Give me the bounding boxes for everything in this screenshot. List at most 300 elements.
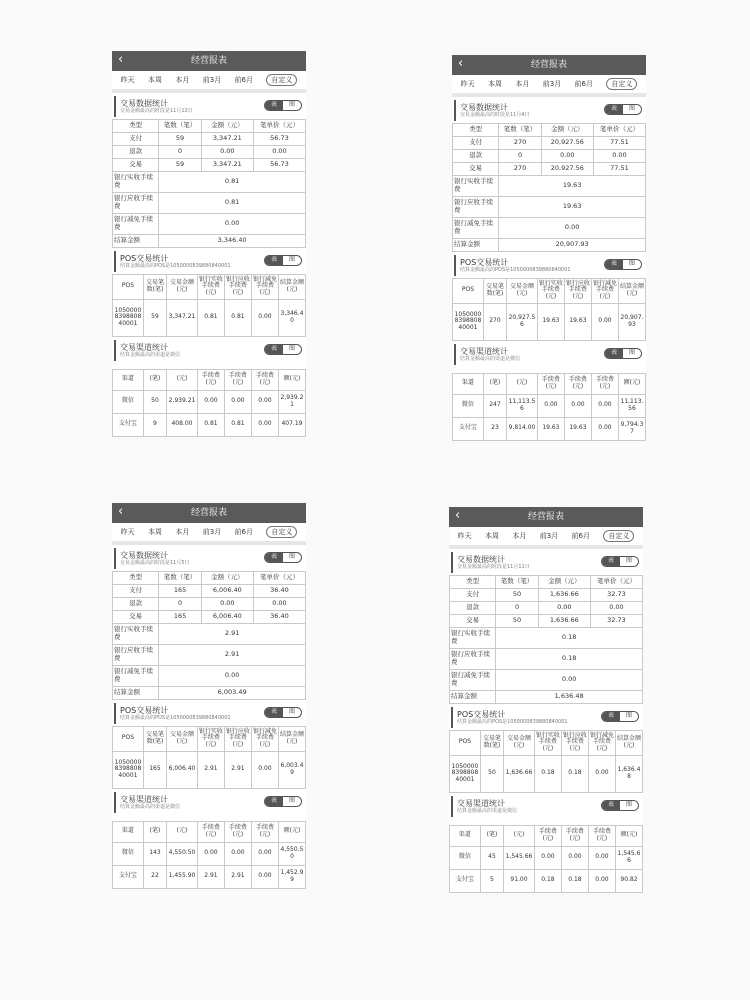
column-header: 手续费(元) bbox=[591, 373, 618, 394]
table-row bbox=[453, 303, 646, 340]
cell-value: 0.00 bbox=[197, 842, 224, 865]
table-header-row bbox=[113, 369, 306, 390]
column-header: 手续费(元) bbox=[197, 369, 224, 390]
column-header: 类型 bbox=[113, 571, 159, 584]
table-row bbox=[453, 149, 646, 162]
channel-name: 支付宝 bbox=[450, 869, 481, 892]
cell-value: 6,006.40 bbox=[167, 751, 198, 788]
trade-table bbox=[112, 119, 306, 248]
cell-value: 0.00 bbox=[564, 394, 591, 417]
column-header: 银行实收手续费(元) bbox=[537, 278, 564, 303]
tab-custom[interactable]: 自定义 bbox=[603, 530, 634, 542]
tab-period[interactable]: 前3月 bbox=[202, 527, 222, 536]
table-chart-toggle[interactable] bbox=[601, 711, 639, 722]
trade-stats-header bbox=[114, 96, 306, 117]
table-row bbox=[113, 145, 306, 158]
chevron-left-icon[interactable]: ‹ bbox=[458, 56, 464, 71]
table-row bbox=[113, 390, 306, 413]
table-header-row bbox=[453, 123, 646, 136]
trade-stats-header bbox=[454, 100, 646, 121]
cell-value: 270 bbox=[499, 162, 541, 175]
table-header-row bbox=[453, 373, 646, 394]
cell-value: 0.00 bbox=[591, 417, 618, 440]
fee-value: 0.00 bbox=[159, 213, 306, 234]
column-header: 银行应收手续费(元) bbox=[561, 730, 588, 755]
section-title: POS交易统计 bbox=[120, 705, 169, 715]
fee-row bbox=[450, 669, 643, 690]
cell-value: 20,927.56 bbox=[541, 162, 593, 175]
chart-view-toggle[interactable]: 图 bbox=[625, 557, 632, 564]
table-chart-toggle[interactable] bbox=[604, 104, 642, 115]
fee-value: 2.91 bbox=[159, 623, 306, 644]
column-header: 银行减免手续费(元) bbox=[251, 274, 278, 299]
column-header: 结算金额(元) bbox=[278, 726, 305, 751]
tab-custom[interactable]: 自定义 bbox=[606, 78, 637, 90]
fee-row bbox=[113, 192, 306, 213]
table-chart-toggle[interactable] bbox=[604, 348, 642, 359]
column-header: 银行实收手续费(元) bbox=[197, 274, 224, 299]
cell-value: 91.00 bbox=[504, 869, 535, 892]
fee-row bbox=[453, 238, 646, 251]
fee-row bbox=[113, 623, 306, 644]
section-subtitle: 交易金额最高的时段是11月4日 bbox=[460, 112, 530, 119]
column-header: 额(元) bbox=[278, 821, 305, 842]
cell-value: 0.00 bbox=[538, 601, 590, 614]
table-view-toggle[interactable]: 表 bbox=[605, 105, 623, 114]
cell-value: 0.00 bbox=[534, 846, 561, 869]
cell-value: 270 bbox=[483, 303, 506, 340]
column-header: 笔数（笔） bbox=[499, 123, 541, 136]
trade-stats-header bbox=[451, 552, 643, 573]
section-title: 交易数据统计 bbox=[457, 555, 505, 564]
chart-view-toggle[interactable]: 图 bbox=[288, 101, 295, 108]
fee-value: 19.63 bbox=[499, 175, 646, 196]
table-view-toggle[interactable]: 表 bbox=[265, 256, 283, 265]
column-header: POS bbox=[113, 726, 144, 751]
tab-custom[interactable]: 自定义 bbox=[266, 74, 297, 86]
chart-view-toggle[interactable]: 图 bbox=[288, 796, 295, 804]
table-view-toggle[interactable]: 表 bbox=[602, 557, 620, 566]
tab-period[interactable]: 昨天 bbox=[460, 79, 475, 88]
row-type: 交易 bbox=[113, 610, 159, 623]
divider bbox=[452, 93, 646, 97]
column-header: (笔) bbox=[143, 821, 166, 842]
table-view-toggle[interactable]: 表 bbox=[265, 345, 283, 354]
row-type: 退款 bbox=[113, 597, 159, 610]
chevron-left-icon[interactable]: ‹ bbox=[455, 508, 461, 523]
tab-period[interactable]: 前6月 bbox=[234, 527, 253, 536]
column-header: 手续费(元) bbox=[251, 369, 278, 390]
table-view-toggle[interactable]: 表 bbox=[602, 712, 620, 721]
cell-value: 11,113.56 bbox=[618, 394, 645, 417]
table-view-toggle[interactable]: 表 bbox=[265, 553, 283, 562]
table-chart-toggle[interactable] bbox=[264, 552, 302, 563]
tab-period[interactable]: 本周 bbox=[148, 75, 163, 84]
tab-period[interactable]: 前6月 bbox=[571, 531, 590, 540]
tab-period[interactable]: 本周 bbox=[148, 527, 163, 536]
cell-value: 0.00 bbox=[588, 869, 615, 892]
cell-value: 1,545.66 bbox=[504, 846, 535, 869]
fee-row bbox=[453, 217, 646, 238]
tab-period[interactable]: 前6月 bbox=[234, 75, 253, 84]
cell-value: 20,927.56 bbox=[541, 136, 593, 149]
pos-id: 1050000839880840001 bbox=[113, 751, 144, 788]
column-header: (元) bbox=[504, 825, 535, 846]
tab-period[interactable]: 前3月 bbox=[542, 79, 562, 88]
section-subtitle: 交易金额最高的时段是11月5日 bbox=[120, 560, 190, 567]
page-title: 经营报表 bbox=[530, 59, 567, 70]
cell-value: 3,347.21 bbox=[167, 299, 198, 336]
table-row bbox=[113, 610, 306, 623]
column-header: 手续费(元) bbox=[534, 825, 561, 846]
fee-row bbox=[113, 665, 306, 686]
table-chart-toggle[interactable] bbox=[264, 707, 302, 718]
trade-table bbox=[452, 123, 646, 252]
chart-view-toggle[interactable]: 图 bbox=[288, 707, 295, 715]
table-row bbox=[113, 842, 306, 865]
cell-value: 1,636.66 bbox=[538, 588, 590, 601]
chevron-left-icon[interactable]: ‹ bbox=[118, 52, 124, 67]
channel-table bbox=[112, 821, 306, 889]
chart-view-toggle[interactable]: 图 bbox=[288, 553, 295, 560]
cell-value: 2.91 bbox=[197, 751, 224, 788]
cell-value: 270 bbox=[499, 136, 541, 149]
section-title: 交易渠道统计 bbox=[457, 798, 505, 808]
column-header: 交易笔数(笔) bbox=[143, 726, 166, 751]
cell-value: 90.82 bbox=[615, 869, 642, 892]
chart-view-toggle[interactable]: 图 bbox=[625, 711, 632, 719]
table-chart-toggle[interactable] bbox=[601, 556, 639, 567]
row-type: 交易 bbox=[450, 614, 496, 627]
table-view-toggle[interactable]: 表 bbox=[605, 260, 623, 269]
cell-value: 11,113.56 bbox=[507, 394, 538, 417]
tab-period[interactable]: 本月 bbox=[515, 79, 530, 88]
cell-value: 50 bbox=[496, 614, 538, 627]
fee-label: 银行实收手续费 bbox=[453, 175, 499, 196]
row-type: 支付 bbox=[113, 584, 159, 597]
cell-value: 0.00 bbox=[251, 751, 278, 788]
cell-value: 2,939.21 bbox=[167, 390, 198, 413]
fee-row bbox=[113, 644, 306, 665]
tab-period[interactable]: 昨天 bbox=[120, 527, 135, 536]
column-header: 额(元) bbox=[618, 373, 645, 394]
column-header: 金额（元） bbox=[538, 575, 590, 588]
cell-value: 0.00 bbox=[201, 145, 253, 158]
fee-value: 0.00 bbox=[499, 217, 646, 238]
cell-value: 19.63 bbox=[564, 303, 591, 340]
cell-value: 0.00 bbox=[588, 755, 615, 792]
table-row bbox=[450, 614, 643, 627]
tab-period[interactable]: 前6月 bbox=[574, 79, 593, 88]
period-tabs bbox=[452, 75, 646, 93]
cell-value: 0.81 bbox=[197, 413, 224, 436]
tab-period[interactable]: 本月 bbox=[512, 531, 527, 540]
cell-value: 0.00 bbox=[253, 597, 305, 610]
row-type: 支付 bbox=[450, 588, 496, 601]
cell-value: 36.40 bbox=[253, 584, 305, 597]
column-header: 笔单价（元） bbox=[253, 571, 305, 584]
section-subtitle: 交易金额最高的时段是11月12日 bbox=[120, 108, 193, 115]
cell-value: 165 bbox=[159, 584, 201, 597]
fee-label: 结算金额 bbox=[453, 238, 499, 251]
column-header: 类型 bbox=[113, 119, 159, 132]
report-panel bbox=[112, 51, 306, 437]
table-chart-toggle[interactable] bbox=[264, 344, 302, 355]
pos-table bbox=[449, 730, 643, 793]
fee-value: 1,636.48 bbox=[496, 690, 643, 703]
report-panel bbox=[449, 507, 643, 893]
pos-table bbox=[452, 278, 646, 341]
fee-row bbox=[113, 171, 306, 192]
table-chart-toggle[interactable] bbox=[604, 259, 642, 270]
cell-value: 0.00 bbox=[561, 846, 588, 869]
column-header: 笔数（笔） bbox=[159, 119, 201, 132]
cell-value: 0.00 bbox=[251, 842, 278, 865]
fee-value: 0.81 bbox=[159, 192, 306, 213]
pos-stats-header bbox=[451, 707, 643, 728]
cell-value: 9,814.00 bbox=[507, 417, 538, 440]
fee-value: 0.00 bbox=[159, 665, 306, 686]
report-panel bbox=[452, 55, 646, 441]
fee-value: 3,346.40 bbox=[159, 234, 306, 247]
column-header: 交易金额(元) bbox=[167, 274, 198, 299]
fee-value: 19.63 bbox=[499, 196, 646, 217]
column-header: 交易金额(元) bbox=[504, 730, 535, 755]
channel-table bbox=[112, 369, 306, 437]
cell-value: 0.00 bbox=[593, 149, 645, 162]
section-title: POS交易统计 bbox=[457, 709, 506, 719]
section-title: 交易数据统计 bbox=[460, 103, 508, 112]
cell-value: 0.00 bbox=[251, 390, 278, 413]
column-header: 手续费(元) bbox=[224, 821, 251, 842]
fee-row bbox=[113, 213, 306, 234]
table-chart-toggle[interactable] bbox=[601, 800, 639, 811]
cell-value: 0.00 bbox=[541, 149, 593, 162]
cell-value: 6,003.49 bbox=[278, 751, 305, 788]
tab-custom[interactable]: 自定义 bbox=[266, 526, 297, 538]
fee-row bbox=[113, 686, 306, 699]
column-header: POS bbox=[450, 730, 481, 755]
column-header: 手续费(元) bbox=[537, 373, 564, 394]
column-header: POS bbox=[453, 278, 484, 303]
cell-value: 247 bbox=[483, 394, 506, 417]
table-view-toggle[interactable]: 表 bbox=[265, 797, 283, 806]
table-row bbox=[113, 158, 306, 171]
channel-name: 微信 bbox=[113, 390, 144, 413]
table-chart-toggle[interactable] bbox=[264, 796, 302, 807]
fee-value: 2.91 bbox=[159, 644, 306, 665]
section-subtitle: 结算金额最高的POS是1050000839880840001 bbox=[120, 263, 231, 270]
cell-value: 0.00 bbox=[224, 390, 251, 413]
pos-id: 1050000839880840001 bbox=[453, 303, 484, 340]
cell-value: 0.00 bbox=[201, 597, 253, 610]
channel-table bbox=[452, 373, 646, 441]
column-header: 手续费(元) bbox=[588, 825, 615, 846]
column-header: (元) bbox=[507, 373, 538, 394]
cell-value: 20,907.93 bbox=[618, 303, 645, 340]
column-header: 手续费(元) bbox=[224, 369, 251, 390]
column-header: 笔单价（元） bbox=[593, 123, 645, 136]
cell-value: 0.81 bbox=[224, 299, 251, 336]
chart-view-toggle[interactable]: 图 bbox=[288, 344, 295, 352]
column-header: 手续费(元) bbox=[197, 821, 224, 842]
column-header: 类型 bbox=[450, 575, 496, 588]
table-chart-toggle[interactable] bbox=[264, 255, 302, 266]
section-title: 交易渠道统计 bbox=[120, 794, 168, 804]
channel-name: 微信 bbox=[453, 394, 484, 417]
chart-view-toggle[interactable]: 图 bbox=[625, 800, 632, 808]
table-header-row bbox=[113, 274, 306, 299]
table-row bbox=[450, 869, 643, 892]
page-title: 经营报表 bbox=[190, 55, 227, 66]
section-subtitle: 结算金额最高的POS是1050000839880840001 bbox=[460, 267, 571, 274]
channel-name: 微信 bbox=[113, 842, 144, 865]
table-row bbox=[113, 751, 306, 788]
section-title: 交易数据统计 bbox=[120, 99, 168, 108]
chevron-left-icon[interactable]: ‹ bbox=[118, 504, 124, 519]
cell-value: 2.91 bbox=[224, 751, 251, 788]
cell-value: 0.00 bbox=[591, 303, 618, 340]
column-header: 渠道 bbox=[450, 825, 481, 846]
cell-value: 0.00 bbox=[224, 842, 251, 865]
column-header: 渠道 bbox=[113, 821, 144, 842]
row-type: 交易 bbox=[453, 162, 499, 175]
section-title: 交易渠道统计 bbox=[460, 346, 508, 356]
table-chart-toggle[interactable] bbox=[264, 100, 302, 111]
period-tabs bbox=[112, 71, 306, 89]
cell-value: 59 bbox=[159, 132, 201, 145]
table-header-row bbox=[113, 571, 306, 584]
top-bar bbox=[452, 55, 646, 75]
channel-stats-header bbox=[114, 792, 306, 813]
column-header: 结算金额(元) bbox=[618, 278, 645, 303]
cell-value: 20,927.56 bbox=[507, 303, 538, 340]
fee-label: 银行实收手续费 bbox=[450, 627, 496, 648]
tab-period[interactable]: 昨天 bbox=[120, 75, 135, 84]
column-header: 银行减免手续费(元) bbox=[251, 726, 278, 751]
fee-value: 20,907.93 bbox=[499, 238, 646, 251]
tab-period[interactable]: 本月 bbox=[175, 75, 190, 84]
tab-period[interactable]: 前3月 bbox=[539, 531, 559, 540]
cell-value: 6,006.40 bbox=[201, 584, 253, 597]
section-title: POS交易统计 bbox=[120, 253, 169, 263]
column-header: 银行减免手续费(元) bbox=[588, 730, 615, 755]
fee-row bbox=[453, 196, 646, 217]
chart-view-toggle[interactable]: 图 bbox=[628, 348, 635, 356]
cell-value: 36.40 bbox=[253, 610, 305, 623]
fee-row bbox=[450, 690, 643, 703]
cell-value: 0.81 bbox=[197, 299, 224, 336]
tab-period[interactable]: 前3月 bbox=[202, 75, 222, 84]
table-view-toggle[interactable]: 表 bbox=[605, 349, 623, 358]
column-header: 笔单价（元） bbox=[253, 119, 305, 132]
cell-value: 32.73 bbox=[590, 614, 642, 627]
fee-label: 结算金额 bbox=[113, 234, 159, 247]
column-header: 银行应收手续费(元) bbox=[564, 278, 591, 303]
tab-period[interactable]: 本周 bbox=[485, 531, 500, 540]
pos-id: 1050000839880840001 bbox=[113, 299, 144, 336]
cell-value: 5 bbox=[480, 869, 503, 892]
cell-value: 408.00 bbox=[167, 413, 198, 436]
fee-row bbox=[450, 648, 643, 669]
table-row bbox=[453, 394, 646, 417]
column-header: (笔) bbox=[480, 825, 503, 846]
cell-value: 56.73 bbox=[253, 132, 305, 145]
column-header: (笔) bbox=[483, 373, 506, 394]
pos-stats-header bbox=[114, 703, 306, 724]
tab-period[interactable]: 昨天 bbox=[457, 531, 472, 540]
cell-value: 165 bbox=[143, 751, 166, 788]
column-header: 结算金额(元) bbox=[615, 730, 642, 755]
cell-value: 22 bbox=[143, 865, 166, 888]
section-subtitle: 结算金额最高的渠道是微信 bbox=[120, 804, 181, 811]
cell-value: 4,550.50 bbox=[167, 842, 198, 865]
fee-row bbox=[450, 627, 643, 648]
fee-label: 结算金额 bbox=[113, 686, 159, 699]
column-header: (笔) bbox=[143, 369, 166, 390]
table-header-row bbox=[453, 278, 646, 303]
chart-view-toggle[interactable]: 图 bbox=[628, 105, 635, 112]
cell-value: 1,636.48 bbox=[615, 755, 642, 792]
cell-value: 19.63 bbox=[564, 417, 591, 440]
cell-value: 0.18 bbox=[534, 755, 561, 792]
fee-label: 银行减免手续费 bbox=[113, 213, 159, 234]
top-bar bbox=[112, 503, 306, 523]
column-header: 类型 bbox=[453, 123, 499, 136]
table-row bbox=[450, 601, 643, 614]
pos-stats-header bbox=[114, 251, 306, 272]
tab-period[interactable]: 本周 bbox=[488, 79, 503, 88]
column-header: 银行实收手续费(元) bbox=[197, 726, 224, 751]
cell-value: 165 bbox=[159, 610, 201, 623]
table-view-toggle[interactable]: 表 bbox=[265, 708, 283, 717]
divider bbox=[112, 541, 306, 545]
row-type: 退款 bbox=[450, 601, 496, 614]
table-row bbox=[450, 588, 643, 601]
fee-label: 银行应收手续费 bbox=[113, 644, 159, 665]
column-header: 交易笔数(笔) bbox=[483, 278, 506, 303]
fee-value: 6,003.49 bbox=[159, 686, 306, 699]
column-header: 金额（元） bbox=[201, 571, 253, 584]
cell-value: 0.81 bbox=[224, 413, 251, 436]
cell-value: 0.18 bbox=[534, 869, 561, 892]
table-row bbox=[113, 597, 306, 610]
cell-value: 1,636.66 bbox=[538, 614, 590, 627]
section-subtitle: 交易金额最高的时段是11月11日 bbox=[457, 564, 530, 571]
cell-value: 50 bbox=[143, 390, 166, 413]
cell-value: 2.91 bbox=[224, 865, 251, 888]
cell-value: 1,545.66 bbox=[615, 846, 642, 869]
cell-value: 23 bbox=[483, 417, 506, 440]
cell-value: 0.00 bbox=[253, 145, 305, 158]
page-title: 经营报表 bbox=[527, 511, 564, 522]
chart-view-toggle[interactable]: 图 bbox=[288, 255, 295, 263]
column-header: 银行减免手续费(元) bbox=[591, 278, 618, 303]
fee-value: 0.18 bbox=[496, 627, 643, 648]
tab-period[interactable]: 本月 bbox=[175, 527, 190, 536]
top-bar bbox=[449, 507, 643, 527]
chart-view-toggle[interactable]: 图 bbox=[628, 259, 635, 267]
channel-stats-header bbox=[114, 340, 306, 361]
column-header: 手续费(元) bbox=[251, 821, 278, 842]
fee-label: 银行实收手续费 bbox=[113, 623, 159, 644]
cell-value: 3,347.21 bbox=[201, 158, 253, 171]
column-header: 交易金额(元) bbox=[167, 726, 198, 751]
table-view-toggle[interactable]: 表 bbox=[265, 101, 283, 110]
table-view-toggle[interactable]: 表 bbox=[602, 801, 620, 810]
table-row bbox=[453, 417, 646, 440]
column-header: 银行应收手续费(元) bbox=[224, 726, 251, 751]
